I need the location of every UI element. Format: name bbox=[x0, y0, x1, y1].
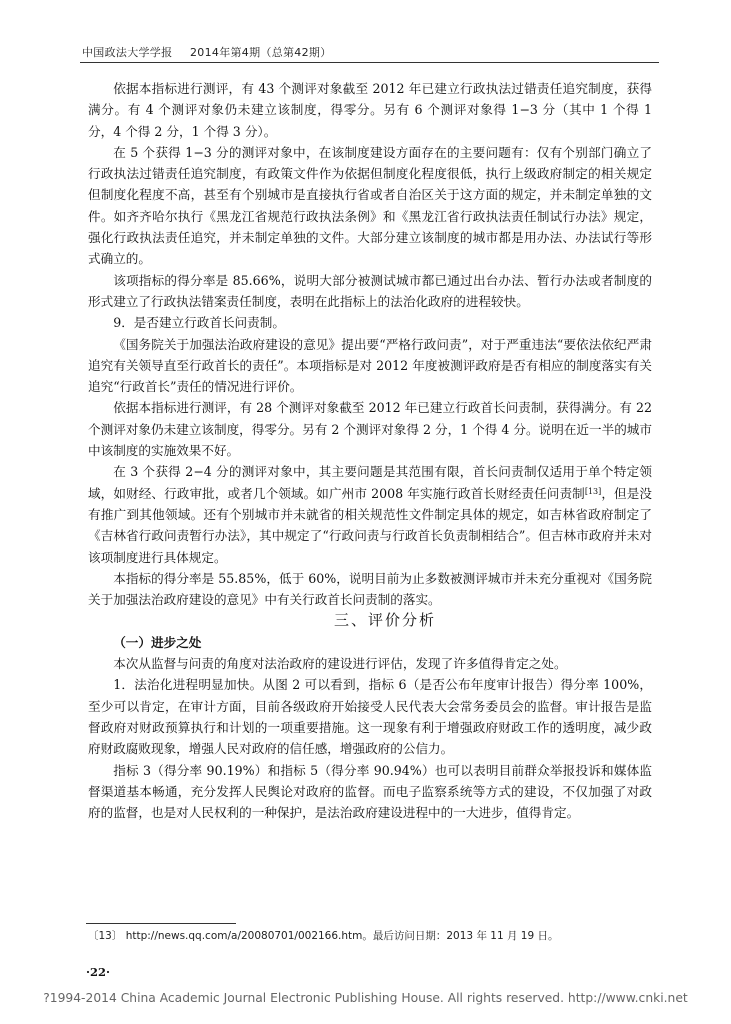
section-title: 三、评价分析 bbox=[333, 611, 436, 630]
paragraph: 依据本指标进行测评，有 43 个测评对象截至 2012 年已建立行政执法过错责任追究制度，获得满分。有 4 个测评对象仍未建立该制度，得零分。另有 6 个测评对象得 1−3 分（其中 1 个得 1 分，4 个得 2 分，1 个得 3 分）。 bbox=[88, 81, 652, 139]
footnote-ref[interactable]: [13] bbox=[584, 486, 602, 496]
issue-info: 2014年第4期（总第42期） bbox=[190, 46, 332, 59]
paragraph: 《国务院关于加强法治政府建设的意见》提出要“严格行政问责”，对于严重违法“要依法依纪严肃追究有关领导直至行政首长的责任”。本项指标是对 2012 年度被测评政府是否有相应的制度落实有关追究“行政首长”责任的情况进行评价。 bbox=[88, 336, 652, 395]
paragraph-part: 在 3 个获得 2−4 分的测评对象中，其主要问题是其范围有限，首长问责制仅适用于单个特定领域，如财经、行政审批，或者几个领域。如广州市 2008 年实施行政首长财经责任问责制 bbox=[88, 464, 652, 501]
paragraph: 该项指标的得分率是 85.66%，说明大部分被测试城市都已通过出台办法、暂行办法或者制度的形式建立了行政执法错案责任制度，表明在此指标上的法治化政府的进程较快。 bbox=[88, 272, 652, 309]
header-rule bbox=[80, 62, 659, 63]
subsection-title: （一）进步之处 bbox=[113, 634, 202, 650]
paragraph-part: ，但是没有推广到其他领域。还有个别城市并未就省的相关规范性文件制定具体的规定，如吉林省政府制定了《吉林省行政问责暂行办法》，其中规定了“行政问责与行政首长负责制相结合”。但吉林市政府并未对该项制度进行具体规定。 bbox=[88, 485, 652, 565]
paragraph: 在 5 个获得 1−3 分的测评对象中，在该制度建设方面存在的主要问题有：仅有个别部门确立了行政执法过错责任追究制度，有政策文件作为依据但制度化程度很低，执行上级政府制定的相关规定但制度化程度不高，甚至有个别城市是直接执行省或者自治区关于这方面的规定，并未制定单独的文件。如齐齐哈尔执行《黑龙江省规范行政执法条例》和《黑龙江省行政执法责任制试行办法》规定，强化行政执法责任追究，并未制定单独的文件。大部分建立该制度的城市都是用办法、办法试行等形式确立的。 bbox=[88, 144, 652, 267]
paragraph: 依据本指标进行测评，有 28 个测评对象截至 2012 年已建立行政首长问责制，获得满分。有 22 个测评对象仍未建立该制度，得零分。另有 2 个测评对象得 2 分，1 个得 4 分。说明在近一半的城市中该制度的实施效果不好。 bbox=[88, 400, 652, 459]
footnote-rule bbox=[86, 923, 236, 924]
copyright-watermark: ?1994-2014 China Academic Journal Electronic Publishing House. All rights reserved. http://www.cnki.net bbox=[43, 991, 688, 1005]
footnote: 〔13〕 http://news.qq.com/a/20080701/002166.htm。最后访问日期：2013 年 11 月 19 日。 bbox=[88, 930, 559, 942]
page-number: ·22· bbox=[86, 965, 111, 979]
paragraph bbox=[88, 461, 652, 567]
paragraph: 1．法治化进程明显加快。从图 2 可以看到，指标 6（是否公布年度审计报告）得分率 100%，至少可以肯定，在审计方面，目前各级政府开始接受人民代表大会常务委员会的监督。审计报告是监督政府对财政预算执行和计划的一项重要措施。这一现象有利于增强政府财政工作的透明度，减少政府财政腐败现象，增强人民对政府的信任感，增强政府的公信力。 bbox=[88, 677, 652, 757]
journal-name: 中国政法大学学报 bbox=[82, 46, 173, 59]
running-header bbox=[82, 44, 332, 60]
paragraph: 本指标的得分率是 55.85%，低于 60%，说明目前为止多数被测评城市并未充分重视对《国务院关于加强法治政府建设的意见》中有关行政首长问责制的落实。 bbox=[88, 570, 652, 608]
paragraph: 本次从监督与问责的角度对法治政府的建设进行评估，发现了许多值得肯定之处。 bbox=[113, 656, 567, 672]
item-heading: 9．是否建立行政首长问责制。 bbox=[113, 315, 285, 331]
paragraph: 指标 3（得分率 90.19%）和指标 5（得分率 90.94%）也可以表明目前群众举报投诉和媒体监督渠道基本畅通，充分发挥人民舆论对政府的监督。而电子监察系统等方式的建设，不仅加强了对政府的监督，也是对人民权利的一种保护，是法治政府建设进程中的一大进步，值得肯定。 bbox=[88, 762, 652, 821]
body-text bbox=[88, 78, 652, 823]
